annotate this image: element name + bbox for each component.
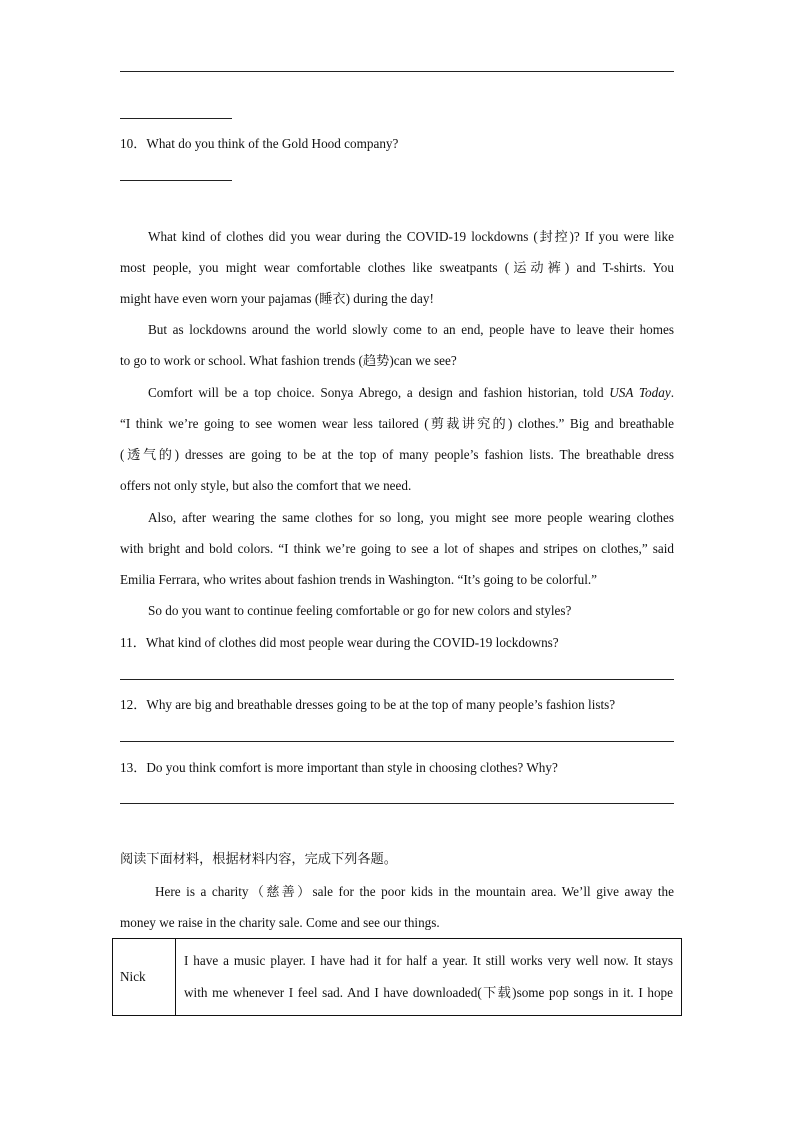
passage-segment: . <box>670 385 674 400</box>
passage-line: Emilia Ferrara, who writes about fashion trends in Washington. “It’s going to be colorful.” <box>120 572 598 587</box>
answer-line-12 <box>120 741 674 742</box>
charity-sale-table <box>112 938 682 1016</box>
item-description <box>176 939 682 1016</box>
question-text: What do you think of the Gold Hood company? <box>146 136 399 151</box>
description-line: I have a music player. I have had it for half a year. It still works very well now. It stays <box>184 953 673 968</box>
passage-line: So do you want to continue feeling comfortable or go for new colors and styles? <box>148 603 572 618</box>
question-number: 10． <box>120 136 147 151</box>
question-13 <box>120 760 558 776</box>
passage-line <box>120 385 674 401</box>
description-line: with me whenever I feel sad. And I have downloaded(下载)some pop songs in it. I hope <box>184 985 673 1000</box>
passage-segment: Comfort will be a top choice. Sonya Abrego, a design and fashion historian, told <box>148 385 604 400</box>
question-12 <box>120 697 615 713</box>
passage-line: most people, you might wear comfortable clothes like sweatpants (运动裤) and T-shirts. You <box>120 260 674 275</box>
answer-line-11 <box>120 679 674 680</box>
question-number: 13． <box>120 760 147 775</box>
question-number: 12． <box>120 697 147 712</box>
passage-line: with bright and bold colors. “I think we’re going to see a lot of shapes and stripes on clothes,” said <box>120 541 674 556</box>
answer-line-top <box>120 71 674 72</box>
question-number: 11． <box>120 635 146 650</box>
section-instruction: 阅读下面材料，根据材料内容，完成下列各题。 <box>120 852 397 867</box>
passage-line: “I think we’re going to see women wear less tailored (剪裁讲究的) clothes.” Big and breathable <box>120 416 674 431</box>
passage-line: might have even worn your pajamas (睡衣) during the day! <box>120 291 434 306</box>
passage-line: (透气的) dresses are going to be at the top of many people’s fashion lists. The breathable dress <box>120 447 674 462</box>
passage-line: to go to work or school. What fashion trends (趋势)can we see? <box>120 353 457 368</box>
passage-line: offers not only style, but also the comfort that we need. <box>120 478 412 493</box>
question-text: Why are big and breathable dresses going to be at the top of many people’s fashion lists? <box>146 697 616 712</box>
question-text: Do you think comfort is more important than style in choosing clothes? Why? <box>146 760 558 775</box>
answer-blank-9 <box>120 118 232 119</box>
publication-title: USA Today <box>609 385 671 400</box>
passage-line: Also, after wearing the same clothes for so long, you might see more people wearing clothes <box>148 510 674 525</box>
seller-name: Nick <box>113 939 176 1016</box>
question-text: What kind of clothes did most people wear during the COVID-19 lockdowns? <box>145 635 559 650</box>
passage-line: But as lockdowns around the world slowly come to an end, people have to leave their homes <box>148 322 674 337</box>
table-row <box>113 939 682 1016</box>
question-11 <box>120 635 559 651</box>
intro-line: money we raise in the charity sale. Come and see our things. <box>120 915 440 930</box>
intro-line <box>120 884 674 900</box>
answer-line-13 <box>120 803 674 804</box>
answer-blank-10 <box>120 180 232 181</box>
question-10 <box>120 136 398 152</box>
passage-line: What kind of clothes did you wear during the COVID-19 lockdowns (封控)? If you were like <box>148 229 674 244</box>
intro-text: Here is a charity（慈善）sale for the poor kids in the mountain area. We’ll give away the <box>155 884 674 899</box>
